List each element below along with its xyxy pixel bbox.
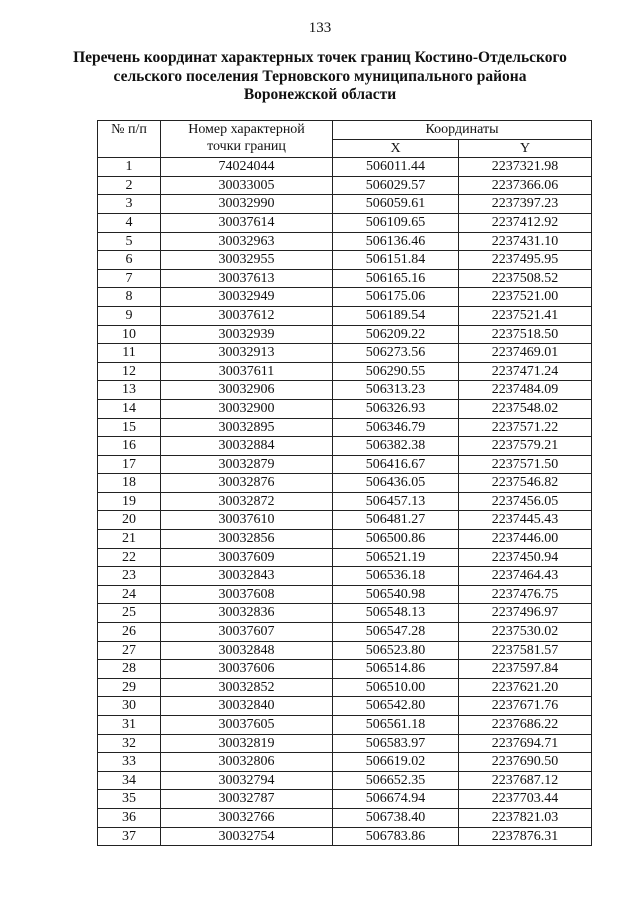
cell-x: 506510.00 — [333, 678, 459, 697]
cell-y: 2237476.75 — [459, 585, 592, 604]
cell-x: 506346.79 — [333, 418, 459, 437]
cell-row-number: 13 — [98, 381, 161, 400]
cell-row-number: 1 — [98, 158, 161, 177]
table-body — [98, 158, 592, 846]
cell-x: 506382.38 — [333, 437, 459, 456]
cell-y: 2237496.97 — [459, 604, 592, 623]
cell-x: 506290.55 — [333, 362, 459, 381]
cell-point-number: 30037610 — [161, 511, 333, 530]
table-row — [98, 660, 592, 679]
cell-x: 506783.86 — [333, 827, 459, 846]
cell-y: 2237508.52 — [459, 269, 592, 288]
cell-x: 506273.56 — [333, 344, 459, 363]
cell-y: 2237518.50 — [459, 325, 592, 344]
cell-point-number: 30037607 — [161, 623, 333, 642]
cell-point-number: 30032843 — [161, 567, 333, 586]
cell-x: 506536.18 — [333, 567, 459, 586]
cell-row-number: 37 — [98, 827, 161, 846]
cell-point-number: 30032906 — [161, 381, 333, 400]
cell-y: 2237703.44 — [459, 790, 592, 809]
table-row — [98, 604, 592, 623]
cell-y: 2237321.98 — [459, 158, 592, 177]
cell-y: 2237694.71 — [459, 734, 592, 753]
table-row — [98, 381, 592, 400]
cell-y: 2237495.95 — [459, 251, 592, 270]
cell-point-number: 30032852 — [161, 678, 333, 697]
table-row — [98, 771, 592, 790]
cell-point-number: 30032895 — [161, 418, 333, 437]
cell-y: 2237530.02 — [459, 623, 592, 642]
cell-y: 2237571.50 — [459, 455, 592, 474]
table-row — [98, 362, 592, 381]
cell-x: 506500.86 — [333, 530, 459, 549]
cell-row-number: 32 — [98, 734, 161, 753]
cell-point-number: 30032990 — [161, 195, 333, 214]
cell-row-number: 4 — [98, 213, 161, 232]
cell-row-number: 18 — [98, 474, 161, 493]
table-row — [98, 530, 592, 549]
cell-y: 2237521.41 — [459, 306, 592, 325]
cell-x: 506523.80 — [333, 641, 459, 660]
table-row — [98, 306, 592, 325]
cell-row-number: 22 — [98, 548, 161, 567]
cell-row-number: 6 — [98, 251, 161, 270]
cell-point-number: 30032836 — [161, 604, 333, 623]
cell-row-number: 31 — [98, 716, 161, 735]
cell-y: 2237581.57 — [459, 641, 592, 660]
cell-row-number: 8 — [98, 288, 161, 307]
cell-y: 2237445.43 — [459, 511, 592, 530]
header-coordinates: Координаты — [333, 121, 592, 140]
header-point-number — [161, 121, 333, 158]
cell-row-number: 28 — [98, 660, 161, 679]
cell-x: 506652.35 — [333, 771, 459, 790]
table-row — [98, 790, 592, 809]
document-title — [60, 49, 580, 105]
table-row — [98, 474, 592, 493]
cell-row-number: 19 — [98, 492, 161, 511]
cell-row-number: 26 — [98, 623, 161, 642]
cell-row-number: 25 — [98, 604, 161, 623]
cell-x: 506416.67 — [333, 455, 459, 474]
table-row — [98, 585, 592, 604]
table-row — [98, 734, 592, 753]
cell-y: 2237546.82 — [459, 474, 592, 493]
cell-x: 506059.61 — [333, 195, 459, 214]
table-row — [98, 158, 592, 177]
cell-x: 506313.23 — [333, 381, 459, 400]
cell-x: 506136.46 — [333, 232, 459, 251]
table-row — [98, 641, 592, 660]
title-line-1: Перечень координат характерных точек границ Костино-Отдельского — [73, 49, 567, 66]
cell-x: 506548.13 — [333, 604, 459, 623]
title-line-2: сельского поселения Терновского муниципального района — [113, 67, 527, 85]
cell-point-number: 30037606 — [161, 660, 333, 679]
header-x: X — [333, 139, 459, 158]
cell-point-number: 30032754 — [161, 827, 333, 846]
cell-row-number: 3 — [98, 195, 161, 214]
cell-y: 2237686.22 — [459, 716, 592, 735]
cell-row-number: 16 — [98, 437, 161, 456]
cell-point-number: 30032900 — [161, 399, 333, 418]
cell-x: 506561.18 — [333, 716, 459, 735]
cell-x: 506547.28 — [333, 623, 459, 642]
cell-row-number: 20 — [98, 511, 161, 530]
cell-x: 506540.98 — [333, 585, 459, 604]
cell-y: 2237571.22 — [459, 418, 592, 437]
cell-point-number: 30032794 — [161, 771, 333, 790]
cell-y: 2237431.10 — [459, 232, 592, 251]
table-row — [98, 399, 592, 418]
cell-point-number: 30032766 — [161, 808, 333, 827]
cell-point-number: 30032856 — [161, 530, 333, 549]
cell-x: 506011.44 — [333, 158, 459, 177]
table-row — [98, 511, 592, 530]
cell-x: 506175.06 — [333, 288, 459, 307]
table-row — [98, 437, 592, 456]
cell-point-number: 30032876 — [161, 474, 333, 493]
header-row-number: № п/п — [98, 121, 161, 158]
cell-point-number: 30037605 — [161, 716, 333, 735]
cell-point-number: 30032879 — [161, 455, 333, 474]
cell-point-number: 30037609 — [161, 548, 333, 567]
cell-y: 2237690.50 — [459, 753, 592, 772]
cell-x: 506542.80 — [333, 697, 459, 716]
table-row — [98, 176, 592, 195]
cell-point-number: 30032848 — [161, 641, 333, 660]
cell-x: 506674.94 — [333, 790, 459, 809]
cell-row-number: 17 — [98, 455, 161, 474]
cell-point-number: 30032939 — [161, 325, 333, 344]
cell-y: 2237456.05 — [459, 492, 592, 511]
table-row — [98, 288, 592, 307]
cell-point-number: 30037608 — [161, 585, 333, 604]
cell-point-number: 30037613 — [161, 269, 333, 288]
table-row — [98, 455, 592, 474]
table-row — [98, 678, 592, 697]
cell-point-number: 30032806 — [161, 753, 333, 772]
table-row — [98, 269, 592, 288]
cell-y: 2237597.84 — [459, 660, 592, 679]
cell-row-number: 11 — [98, 344, 161, 363]
cell-x: 506436.05 — [333, 474, 459, 493]
cell-row-number: 21 — [98, 530, 161, 549]
cell-row-number: 7 — [98, 269, 161, 288]
table-row — [98, 808, 592, 827]
cell-point-number: 30032872 — [161, 492, 333, 511]
header-y: Y — [459, 139, 592, 158]
cell-y: 2237471.24 — [459, 362, 592, 381]
cell-point-number: 30032840 — [161, 697, 333, 716]
cell-row-number: 29 — [98, 678, 161, 697]
cell-point-number: 30032913 — [161, 344, 333, 363]
cell-row-number: 34 — [98, 771, 161, 790]
table-row — [98, 418, 592, 437]
cell-row-number: 30 — [98, 697, 161, 716]
table-header — [98, 121, 592, 158]
cell-y: 2237821.03 — [459, 808, 592, 827]
cell-point-number: 30032787 — [161, 790, 333, 809]
cell-point-number: 30037614 — [161, 213, 333, 232]
cell-x: 506481.27 — [333, 511, 459, 530]
table-row — [98, 567, 592, 586]
cell-point-number: 30032819 — [161, 734, 333, 753]
table-row — [98, 623, 592, 642]
cell-row-number: 2 — [98, 176, 161, 195]
cell-row-number: 23 — [98, 567, 161, 586]
cell-y: 2237464.43 — [459, 567, 592, 586]
table-row — [98, 697, 592, 716]
cell-point-number: 74024044 — [161, 158, 333, 177]
table-row — [98, 232, 592, 251]
cell-x: 506151.84 — [333, 251, 459, 270]
cell-y: 2237671.76 — [459, 697, 592, 716]
cell-y: 2237484.09 — [459, 381, 592, 400]
cell-y: 2237450.94 — [459, 548, 592, 567]
cell-x: 506514.86 — [333, 660, 459, 679]
cell-y: 2237548.02 — [459, 399, 592, 418]
header-point-line-2: точки границ — [207, 139, 286, 154]
table-row — [98, 827, 592, 846]
cell-row-number: 35 — [98, 790, 161, 809]
cell-row-number: 24 — [98, 585, 161, 604]
cell-row-number: 12 — [98, 362, 161, 381]
cell-point-number: 30037612 — [161, 306, 333, 325]
cell-y: 2237521.00 — [459, 288, 592, 307]
cell-x: 506209.22 — [333, 325, 459, 344]
table-row — [98, 251, 592, 270]
cell-row-number: 14 — [98, 399, 161, 418]
cell-row-number: 27 — [98, 641, 161, 660]
cell-x: 506521.19 — [333, 548, 459, 567]
cell-x: 506619.02 — [333, 753, 459, 772]
cell-point-number: 30032955 — [161, 251, 333, 270]
title-line-3: Воронежской области — [243, 86, 397, 103]
cell-x: 506189.54 — [333, 306, 459, 325]
table-row — [98, 753, 592, 772]
cell-point-number: 30033005 — [161, 176, 333, 195]
cell-y: 2237876.31 — [459, 827, 592, 846]
table-row — [98, 195, 592, 214]
cell-point-number: 30032949 — [161, 288, 333, 307]
cell-x: 506326.93 — [333, 399, 459, 418]
cell-y: 2237446.00 — [459, 530, 592, 549]
table-row — [98, 492, 592, 511]
cell-point-number: 30032963 — [161, 232, 333, 251]
cell-x: 506738.40 — [333, 808, 459, 827]
cell-point-number: 30037611 — [161, 362, 333, 381]
table-row — [98, 344, 592, 363]
coordinates-table — [97, 120, 592, 846]
cell-row-number: 9 — [98, 306, 161, 325]
page-number: 133 — [308, 20, 332, 36]
cell-x: 506583.97 — [333, 734, 459, 753]
cell-x: 506109.65 — [333, 213, 459, 232]
table-row — [98, 325, 592, 344]
header-point-line-1: Номер характерной — [188, 122, 305, 137]
cell-y: 2237687.12 — [459, 771, 592, 790]
table-row — [98, 548, 592, 567]
cell-x: 506457.13 — [333, 492, 459, 511]
cell-y: 2237621.20 — [459, 678, 592, 697]
cell-x: 506029.57 — [333, 176, 459, 195]
cell-row-number: 5 — [98, 232, 161, 251]
cell-y: 2237469.01 — [459, 344, 592, 363]
cell-row-number: 33 — [98, 753, 161, 772]
cell-y: 2237366.06 — [459, 176, 592, 195]
cell-y: 2237412.92 — [459, 213, 592, 232]
table-row — [98, 213, 592, 232]
cell-y: 2237579.21 — [459, 437, 592, 456]
cell-point-number: 30032884 — [161, 437, 333, 456]
cell-row-number: 15 — [98, 418, 161, 437]
cell-row-number: 36 — [98, 808, 161, 827]
table-row — [98, 716, 592, 735]
cell-x: 506165.16 — [333, 269, 459, 288]
cell-y: 2237397.23 — [459, 195, 592, 214]
cell-row-number: 10 — [98, 325, 161, 344]
